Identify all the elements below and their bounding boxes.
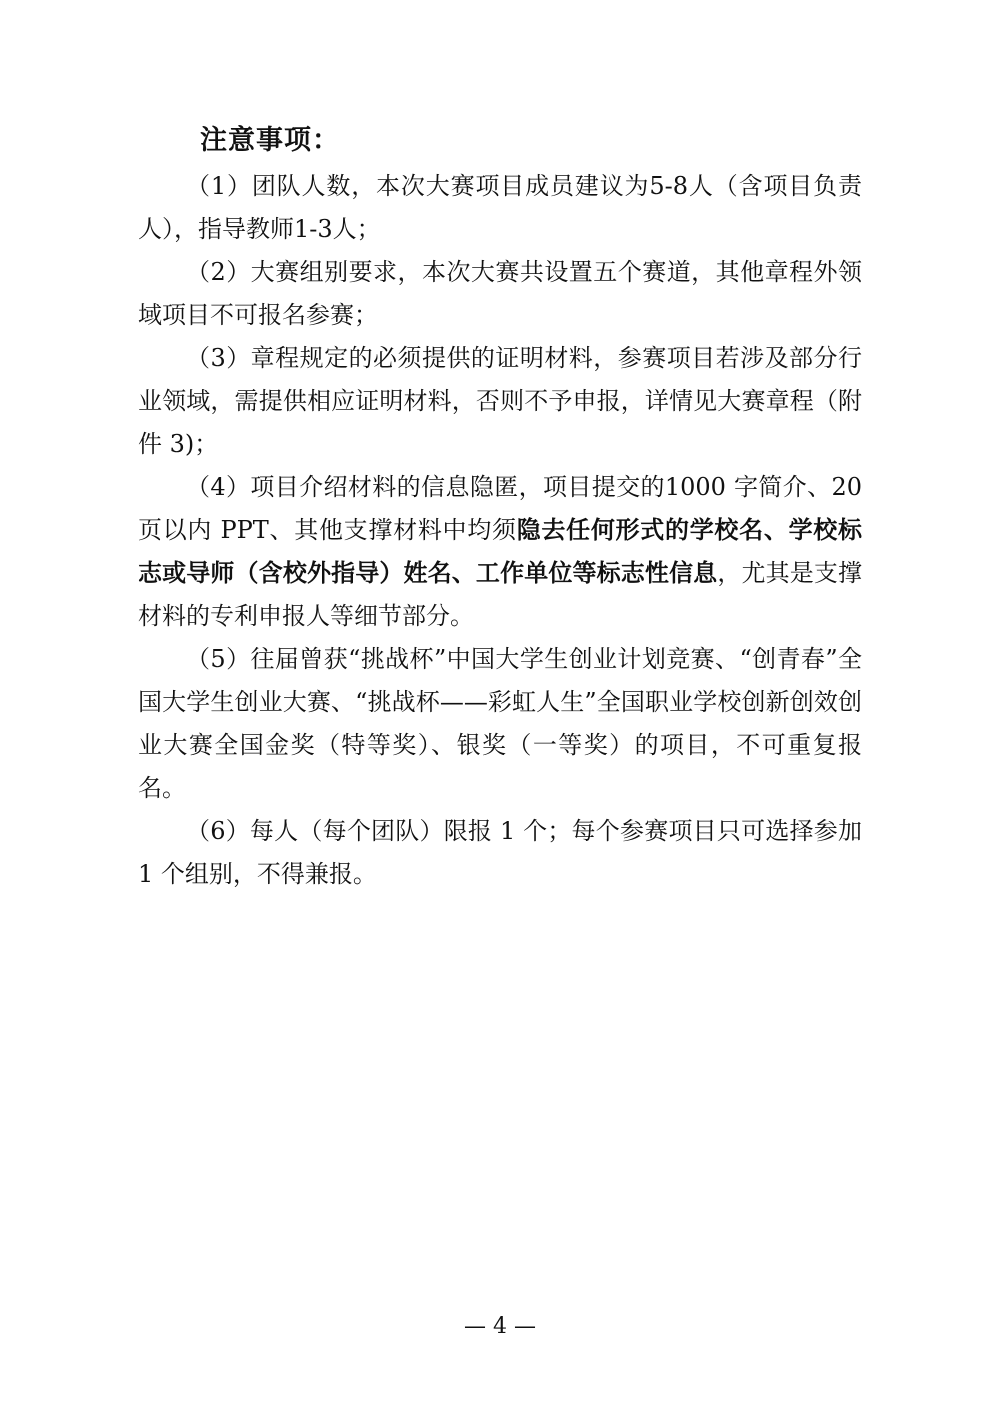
notice-item-text: （3）章程规定的必须提供的证明材料，参赛项目若涉及部分行业领域，需提供相应证明材料，否则不予申报，详情见大赛章程（附件 3)；	[138, 344, 862, 458]
notice-item-3	[138, 337, 862, 466]
notice-item-text: （5）往届曾获“挑战杯”中国大学生创业计划竞赛、“创青春”全国大学生创业大赛、“挑战杯——彩虹人生”全国职业学校创新创效创业大赛全国金奖（特等奖）、银奖（一等奖）的项目，不可重复报名。	[138, 645, 862, 802]
notice-item-text: （4）项目介绍材料的信息隐匿，项目提交的1000 字简介、20 页以内 PPT、其他支撑材料中均须	[138, 473, 862, 544]
notice-item-text: （1）团队人数，本次大赛项目成员建议为5-8人（含项目负责人），指导教师1-3人；	[138, 172, 862, 243]
notice-heading: 注意事项：	[200, 125, 340, 156]
notice-item-text: （2）大赛组别要求，本次大赛共设置五个赛道，其他章程外领域项目不可报名参赛；	[138, 258, 862, 329]
page-number: — 4 —	[464, 1314, 536, 1339]
notice-item-5	[138, 638, 862, 810]
notice-item-4	[138, 466, 862, 638]
notice-body	[138, 165, 862, 896]
notice-item-2	[138, 251, 862, 337]
notice-item-6	[138, 810, 862, 896]
notice-item-1	[138, 165, 862, 251]
notice-item-text: ，尤其是支撑材料的专利申报人等细节部分。	[138, 559, 863, 630]
notice-item-emphasis: 隐去任何形式的学校名、学校标志或导师（含校外指导）姓名、工作单位等标志性信息	[138, 516, 863, 587]
notice-item-text: （6）每人（每个团队）限报 1 个；每个参赛项目只可选择参加 1 个组别，不得兼报。	[138, 817, 862, 888]
